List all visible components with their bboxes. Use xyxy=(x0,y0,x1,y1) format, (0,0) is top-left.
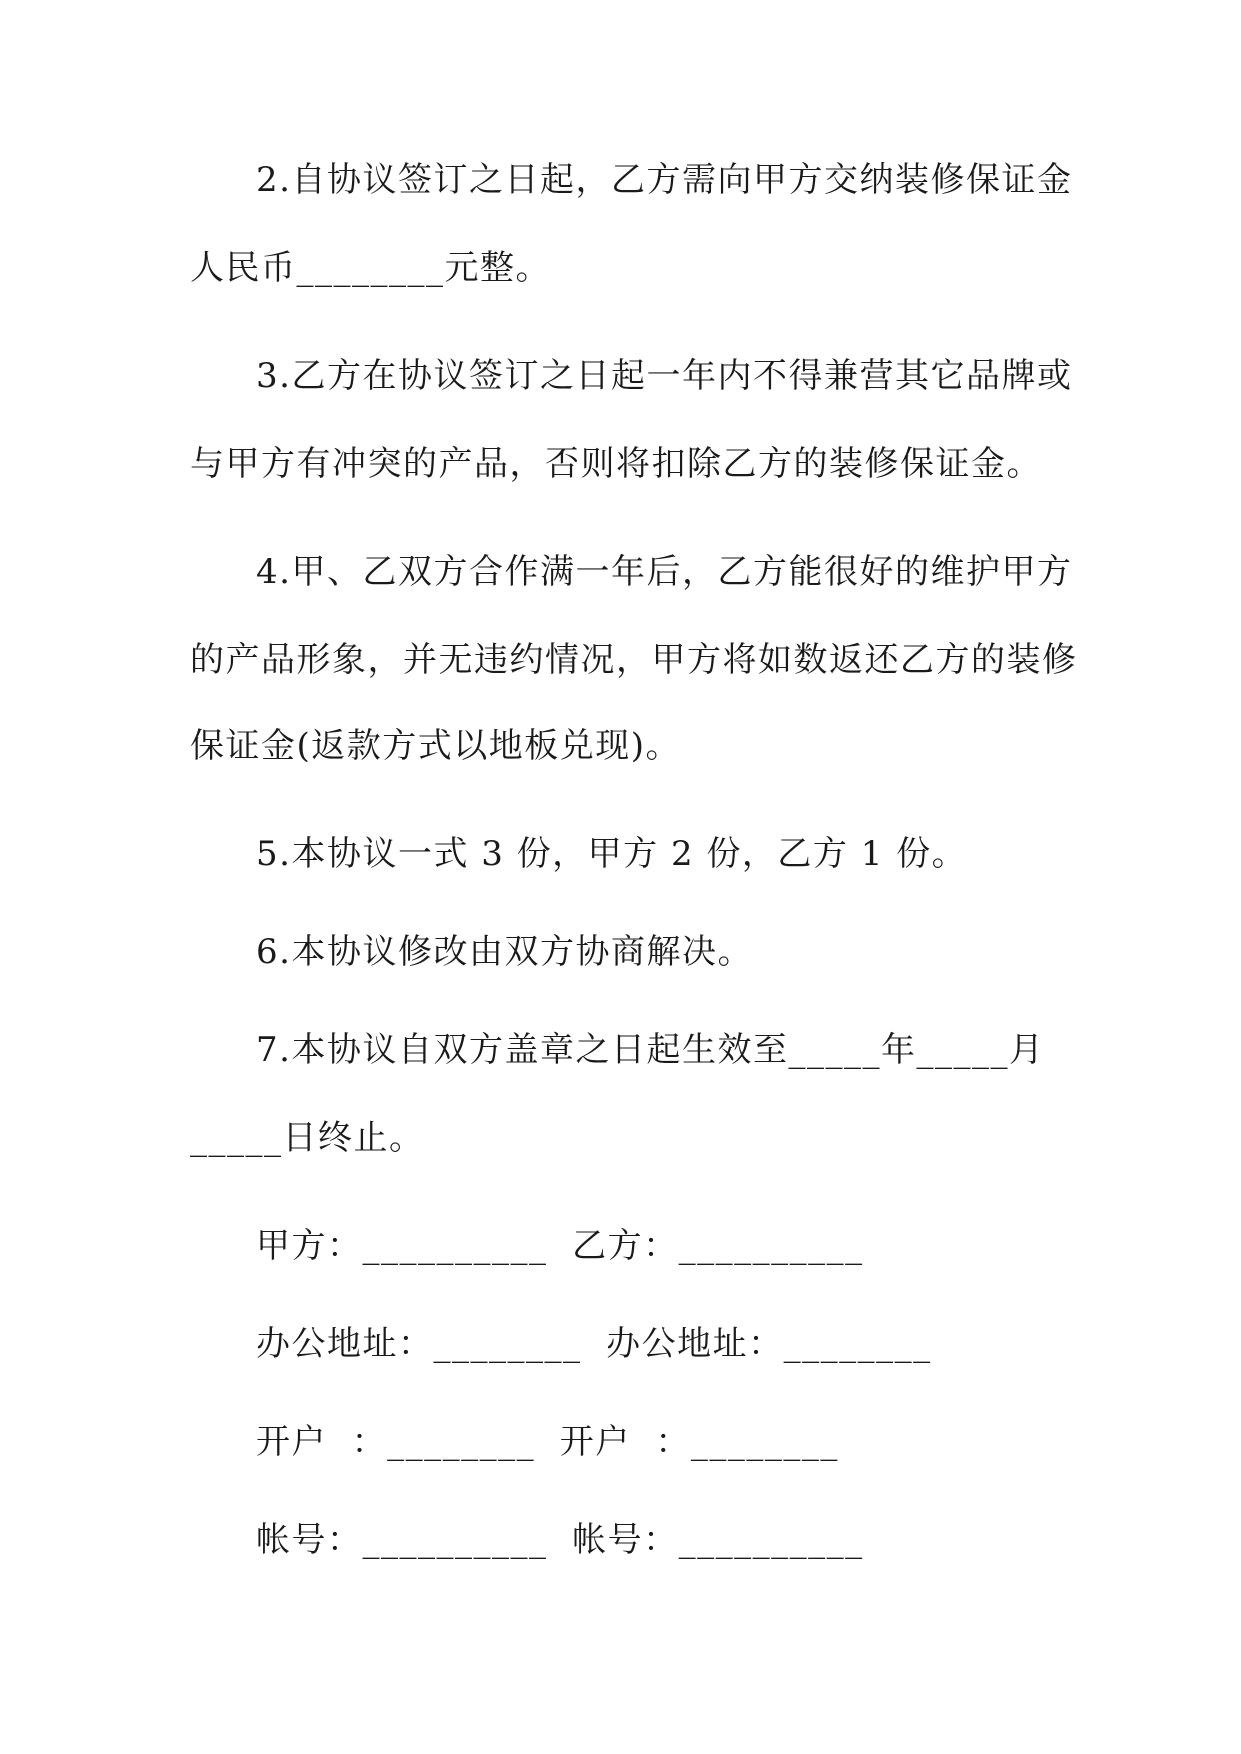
clause-7-line-2: _____日终止。 xyxy=(190,1118,425,1158)
signature-address-row: 办公地址：________ 办公地址：________ xyxy=(256,1324,932,1364)
clause-4-line-2: 的产品形象，并无违约情况，甲方将如数返还乙方的装修 xyxy=(190,640,1078,680)
clause-5: 5.本协议一式 3 份，甲方 2 份，乙方 1 份。 xyxy=(256,834,968,874)
clause-6: 6.本协议修改由双方协商解决。 xyxy=(256,932,753,972)
clause-2-line-2: 人民币________元整。 xyxy=(190,248,551,288)
signature-party-row: 甲方：__________ 乙方：__________ xyxy=(256,1226,864,1266)
clause-4-line-1: 4.甲、乙双方合作满一年后，乙方能很好的维护甲方 xyxy=(256,552,1073,592)
clause-7-line-1: 7.本协议自双方盖章之日起生效至_____年_____月 xyxy=(256,1030,1045,1070)
signature-bank-row: 开户 ：________ 开户 ：________ xyxy=(256,1422,839,1462)
clause-4-line-3: 保证金(返款方式以地板兑现)。 xyxy=(190,726,682,766)
signature-account-row: 帐号：__________ 帐号：__________ xyxy=(256,1520,864,1560)
clause-3-line-1: 3.乙方在协议签订之日起一年内不得兼营其它品牌或 xyxy=(256,356,1073,396)
clause-3-line-2: 与甲方有冲突的产品，否则将扣除乙方的装修保证金。 xyxy=(190,444,1042,484)
clause-2-line-1: 2.自协议签订之日起，乙方需向甲方交纳装修保证金 xyxy=(256,160,1073,200)
